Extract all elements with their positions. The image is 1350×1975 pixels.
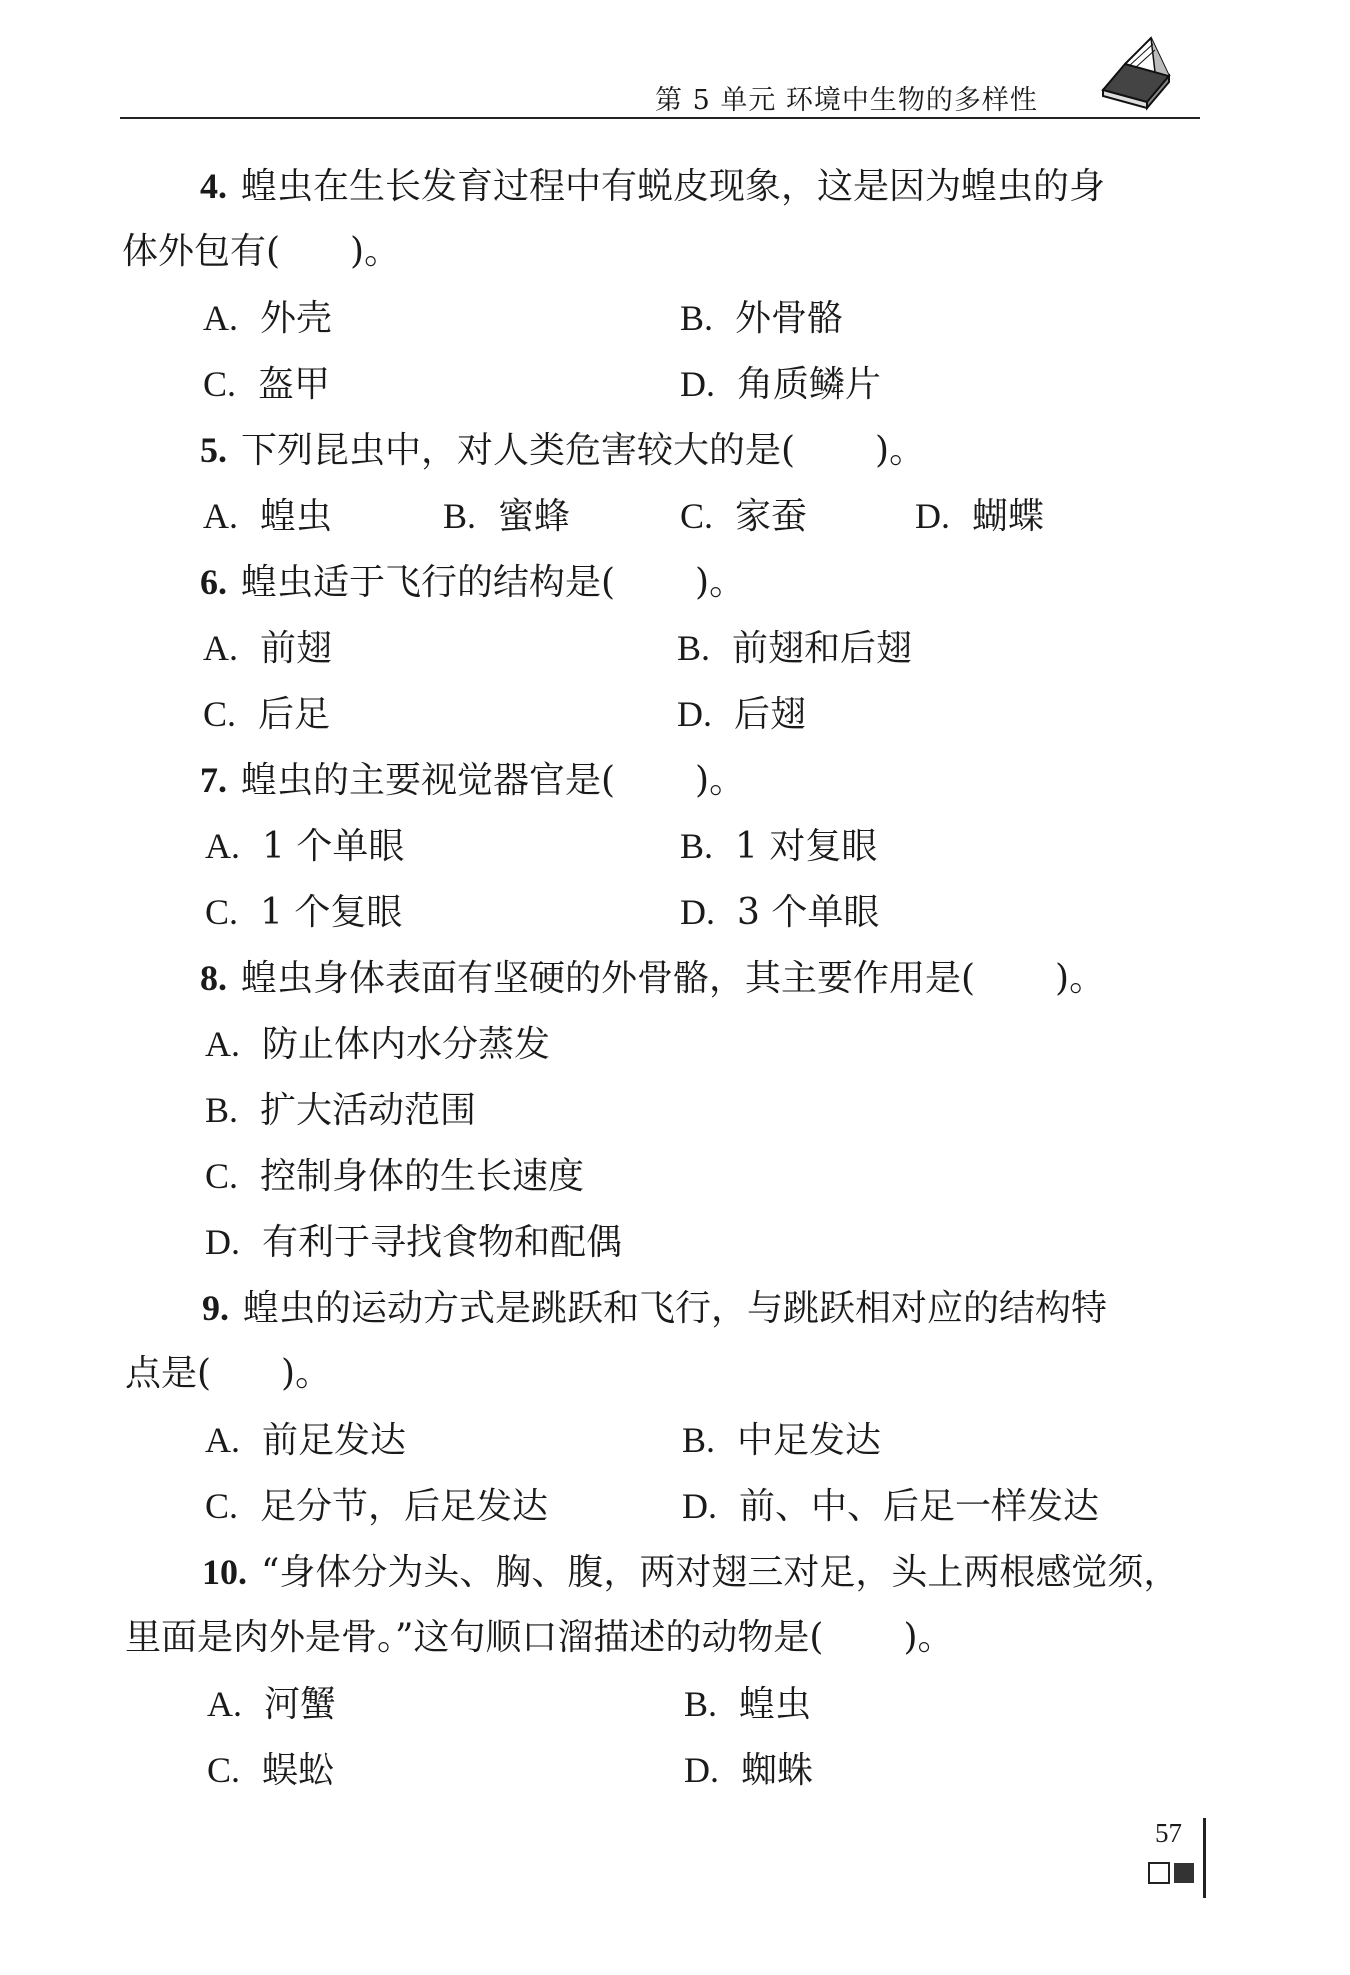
question-4-option-a: A. 外壳 <box>203 298 333 339</box>
question-9-stem-line2: 点是( )。 <box>125 1353 332 1394</box>
question-4-option-b: B. 外骨骼 <box>680 298 844 339</box>
question-6-option-d: D. 后翅 <box>677 694 807 735</box>
footer-boxes-decoration <box>1148 1862 1194 1884</box>
question-7-option-c: C. 1 个复眼 <box>205 892 403 933</box>
question-9-stem-line1: 9. 蝗虫的运动方式是跳跃和飞行，与跳跃相对应的结构特 <box>202 1288 1108 1329</box>
question-10-option-b: B. 蝗虫 <box>684 1684 812 1725</box>
question-9-option-a: A. 前足发达 <box>205 1420 407 1461</box>
question-5-option-c: C. 家蚕 <box>680 496 808 537</box>
question-10-stem-line1: 10. “身体分为头、胸、腹，两对翅三对足，头上两根感觉须， <box>202 1552 1180 1593</box>
page-number: 57 <box>1155 1818 1182 1848</box>
question-4-option-d: D. 角质鳞片 <box>680 364 882 405</box>
question-6-option-a: A. 前翅 <box>203 628 333 669</box>
question-5-option-b: B. 蜜蜂 <box>443 496 571 537</box>
footer-vertical-rule <box>1203 1818 1206 1898</box>
question-4-stem-line1: 4. 蝗虫在生长发育过程中有蜕皮现象，这是因为蝗虫的身 <box>200 166 1106 207</box>
question-10-option-a: A. 河蟹 <box>207 1684 337 1725</box>
question-5-option-d: D. 蝴蝶 <box>915 496 1045 537</box>
question-5-stem: 5. 下列昆虫中，对人类危害较大的是( )。 <box>200 430 926 471</box>
book-icon <box>1095 32 1175 112</box>
question-7-option-a: A. 1 个单眼 <box>205 826 405 867</box>
question-7-option-b: B. 1 对复眼 <box>680 826 878 867</box>
question-10-stem-line2: 里面是肉外是骨。”这句顺口溜描述的动物是( )。 <box>125 1617 954 1658</box>
question-6-option-b: B. 前翅和后翅 <box>677 628 913 669</box>
question-10-option-c: C. 蜈蚣 <box>207 1750 335 1791</box>
question-4-stem-line2: 体外包有( )。 <box>122 231 401 272</box>
question-8-option-a: A. 防止体内水分蒸发 <box>205 1024 551 1065</box>
question-8-option-d: D. 有利于寻找食物和配偶 <box>205 1222 623 1263</box>
question-7-option-d: D. 3 个单眼 <box>680 892 880 933</box>
question-9-option-c: C. 足分节，后足发达 <box>205 1486 549 1527</box>
question-9-option-b: B. 中足发达 <box>682 1420 882 1461</box>
question-8-option-b: B. 扩大活动范围 <box>205 1090 477 1131</box>
header-divider <box>120 117 1200 119</box>
question-8-stem: 8. 蝗虫身体表面有坚硬的外骨骼，其主要作用是( )。 <box>200 958 1106 999</box>
question-5-option-a: A. 蝗虫 <box>203 496 333 537</box>
question-10-option-d: D. 蜘蛛 <box>684 1750 814 1791</box>
question-6-option-c: C. 后足 <box>203 694 331 735</box>
question-9-option-d: D. 前、中、后足一样发达 <box>682 1486 1100 1527</box>
question-6-stem: 6. 蝗虫适于飞行的结构是( )。 <box>200 562 746 603</box>
question-4-option-c: C. 盔甲 <box>203 364 331 405</box>
question-8-option-c: C. 控制身体的生长速度 <box>205 1156 585 1197</box>
question-7-stem: 7. 蝗虫的主要视觉器官是( )。 <box>200 760 746 801</box>
page-header-title: 第 5 单元 环境中生物的多样性 <box>655 85 1038 116</box>
filled-square-icon <box>1174 1863 1194 1883</box>
empty-square-icon <box>1148 1862 1170 1884</box>
